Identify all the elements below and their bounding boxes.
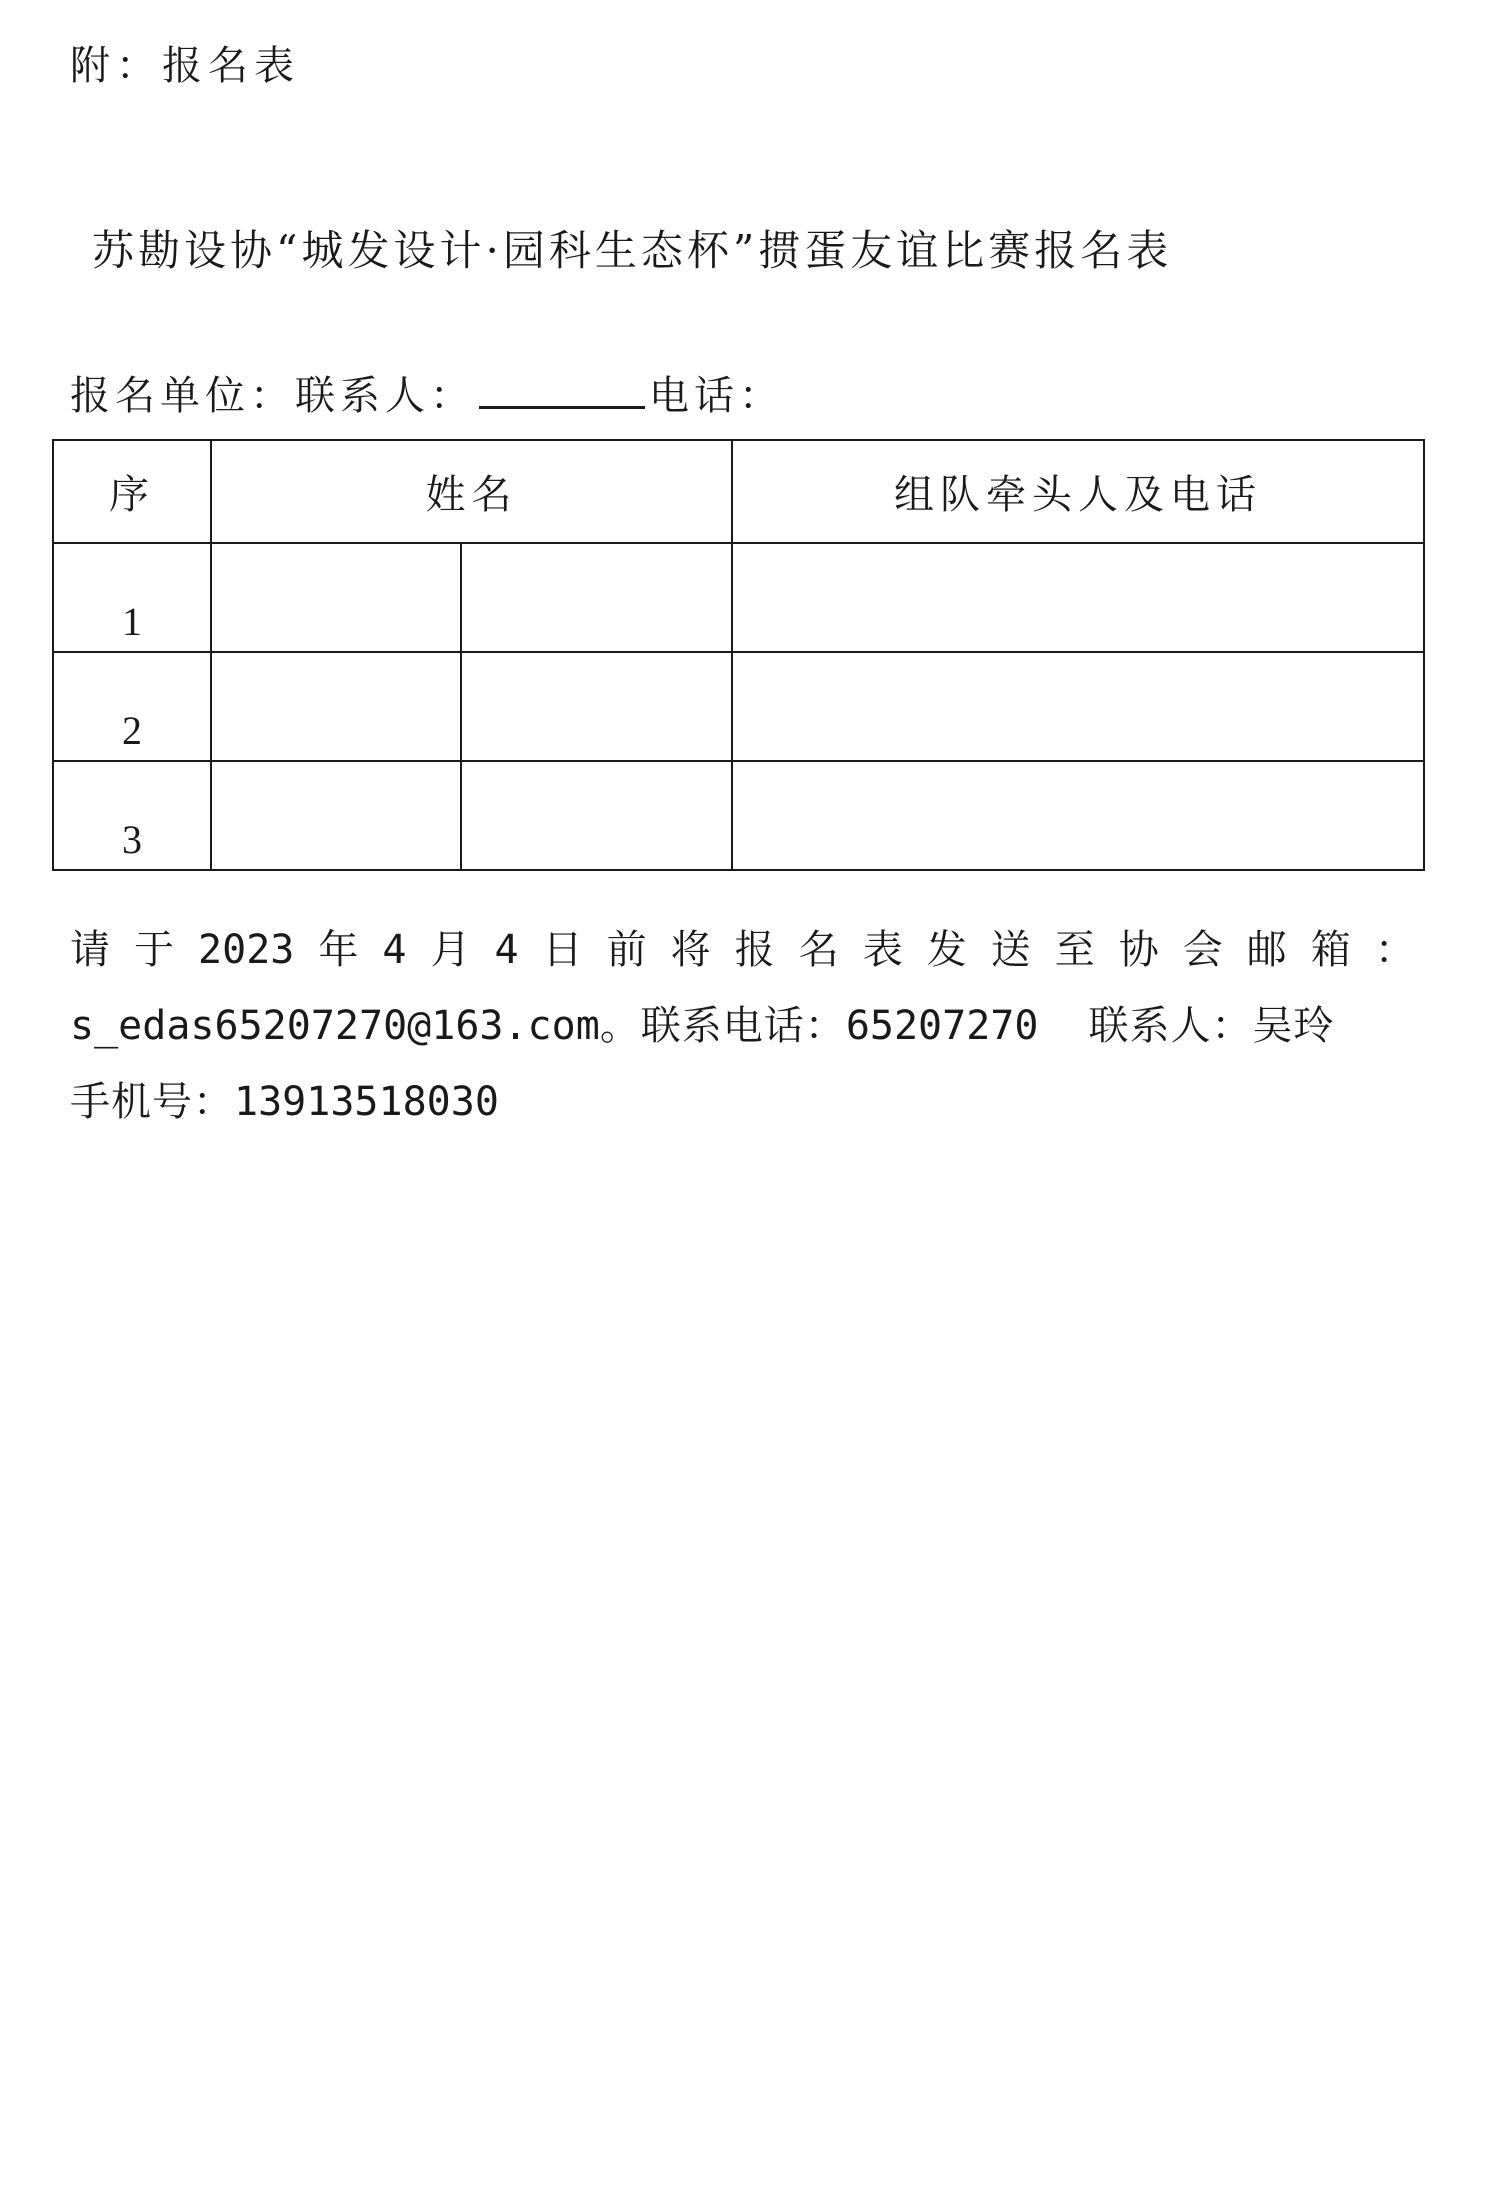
- notice-token: 协: [1118, 927, 1159, 973]
- notice-token: 月: [430, 927, 471, 973]
- name-cell-a[interactable]: [211, 761, 461, 870]
- notice-token: 将: [670, 927, 711, 973]
- leader-cell[interactable]: [732, 652, 1424, 761]
- notice-token: 会: [1182, 927, 1223, 973]
- row-seq: 1: [53, 543, 211, 652]
- notice-token: 请: [70, 927, 110, 973]
- header-leader: 组队牵头人及电话: [732, 440, 1424, 543]
- notice-token: 前: [606, 927, 647, 973]
- leader-cell[interactable]: [732, 543, 1424, 652]
- form-title: 苏勘设协“城发设计·园科生态杯”掼蛋友谊比赛报名表: [92, 226, 1173, 275]
- registration-table: [52, 439, 1425, 871]
- notice-token: 日: [542, 927, 583, 973]
- header-name: 姓名: [211, 440, 732, 543]
- table-row: [53, 761, 1424, 870]
- name-cell-a[interactable]: [211, 543, 461, 652]
- notice-token: ：: [1374, 927, 1415, 973]
- notice-token: 发: [926, 927, 967, 973]
- phone-label: 电话：: [649, 373, 784, 419]
- notice-token: 邮: [1246, 927, 1287, 973]
- office-phone-label: 。联系电话：: [599, 1003, 846, 1049]
- notice-token: 箱: [1310, 927, 1351, 973]
- office-phone-number: 65207270: [845, 1003, 1039, 1049]
- notice-token: 2023: [198, 927, 295, 973]
- header-seq: 序: [53, 440, 211, 543]
- notice-token: 表: [862, 927, 903, 973]
- notice-token: 4: [494, 927, 519, 973]
- row-seq: 3: [53, 761, 211, 870]
- unit-contact-label: 报名单位：联系人：: [70, 373, 475, 419]
- name-cell-b[interactable]: [461, 652, 732, 761]
- leader-cell[interactable]: [732, 761, 1424, 870]
- table-row: [53, 543, 1424, 652]
- table-header-row: [53, 440, 1424, 543]
- contact-line: [70, 364, 784, 421]
- notice-token: 送: [990, 927, 1031, 973]
- notice-paragraph: [70, 912, 1430, 1140]
- name-cell-b[interactable]: [461, 761, 732, 870]
- notice-line-3: [70, 1064, 1430, 1140]
- notice-token: 4: [382, 927, 407, 973]
- contact-person: 联系人：吴玲: [1088, 1003, 1335, 1049]
- row-seq: 2: [53, 652, 211, 761]
- mobile-number: 13913518030: [234, 1079, 499, 1125]
- attachment-label: 附：报名表: [70, 43, 300, 89]
- mobile-label: 手机号：: [70, 1079, 234, 1125]
- notice-token: 于: [134, 927, 175, 973]
- notice-token: 报: [734, 927, 775, 973]
- notice-line-1: [70, 912, 1415, 988]
- contact-blank-line[interactable]: [479, 372, 645, 409]
- notice-line-2: [70, 988, 1430, 1064]
- name-cell-a[interactable]: [211, 652, 461, 761]
- notice-token: 名: [798, 927, 839, 973]
- email-link[interactable]: s_edas65207270@163.com: [70, 1003, 600, 1049]
- name-cell-b[interactable]: [461, 543, 732, 652]
- table-row: [53, 652, 1424, 761]
- notice-token: 至: [1054, 927, 1095, 973]
- notice-token: 年: [318, 927, 359, 973]
